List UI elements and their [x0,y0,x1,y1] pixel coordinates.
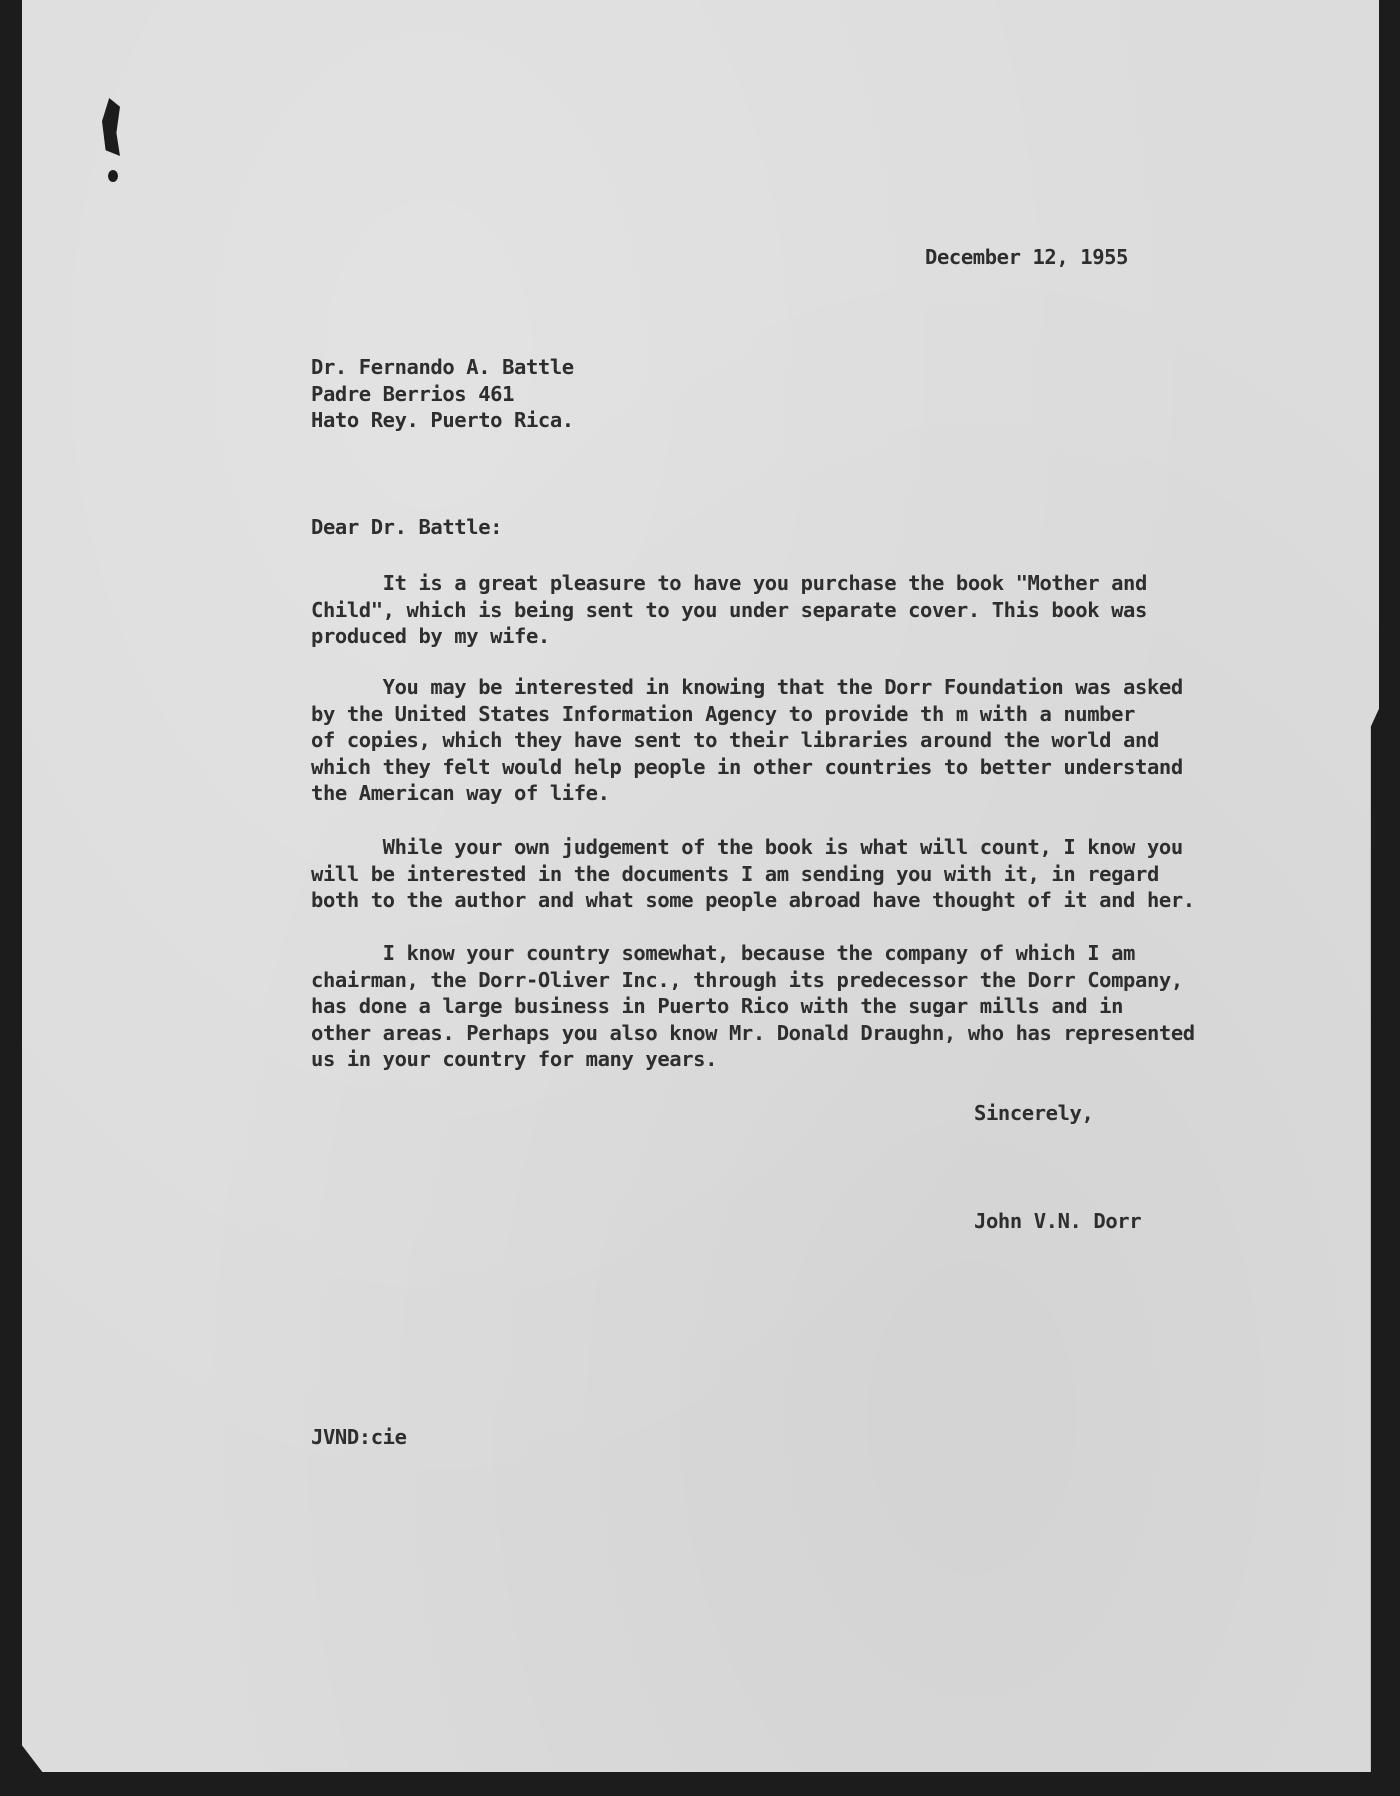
letter-date: December 12, 1955 [925,245,1129,269]
reference-initials: JVND:cie [311,1425,407,1449]
address-line: Dr. Fernando A. Battle [311,355,574,379]
signature-name: John V.N. Dorr [974,1209,1142,1233]
paragraph-line: You may be interested in knowing that the Dorr Foundation was asked [311,675,1183,699]
paragraph-line: chairman, the Dorr-Oliver Inc., through its predecessor the Dorr Company, [311,967,1183,992]
paragraph-2 [311,674,1311,807]
paragraph-line: of copies, which they have sent to their libraries around the world and [311,728,1159,752]
paragraph-line: has done a large business in Puerto Rico with the sugar mills and in [311,994,1124,1018]
paragraph-line: both to the author and what some people abroad have thought of it and her. [311,888,1195,912]
paragraph-line: which they felt would help people in other countries to better understand [311,754,1183,779]
paragraph-line: While your own judgement of the book is what will count, I know you [311,835,1183,859]
paragraph-line: by the United States Information Agency to provide th m with a number [311,701,1136,726]
recipient-address [311,354,574,434]
paragraph-1 [311,570,1311,650]
salutation: Dear Dr. Battle: [311,515,503,539]
closing: Sincerely, [974,1101,1094,1125]
paragraph-line: It is a great pleasure to have you purchase the book "Mother and [311,571,1147,595]
paragraph-4 [311,940,1311,1073]
address-line: Padre Berrios 461 [311,381,515,406]
paragraph-line: us in your country for many years. [311,1047,718,1071]
paragraph-line: I know your country somewhat, because the company of which I am [311,941,1136,965]
paragraph-line: produced by my wife. [311,624,550,648]
paragraph-line: will be interested in the documents I am sending you with it, in regard [311,861,1159,886]
paragraph-line: Child", which is being sent to you under separate cover. This book was [311,597,1147,622]
paragraph-line: the American way of life. [311,781,610,805]
paragraph-3 [311,834,1311,914]
address-line: Hato Rey. Puerto Rica. [311,408,574,432]
paragraph-line: other areas. Perhaps you also know Mr. Donald Draughn, who has represented [311,1020,1195,1045]
